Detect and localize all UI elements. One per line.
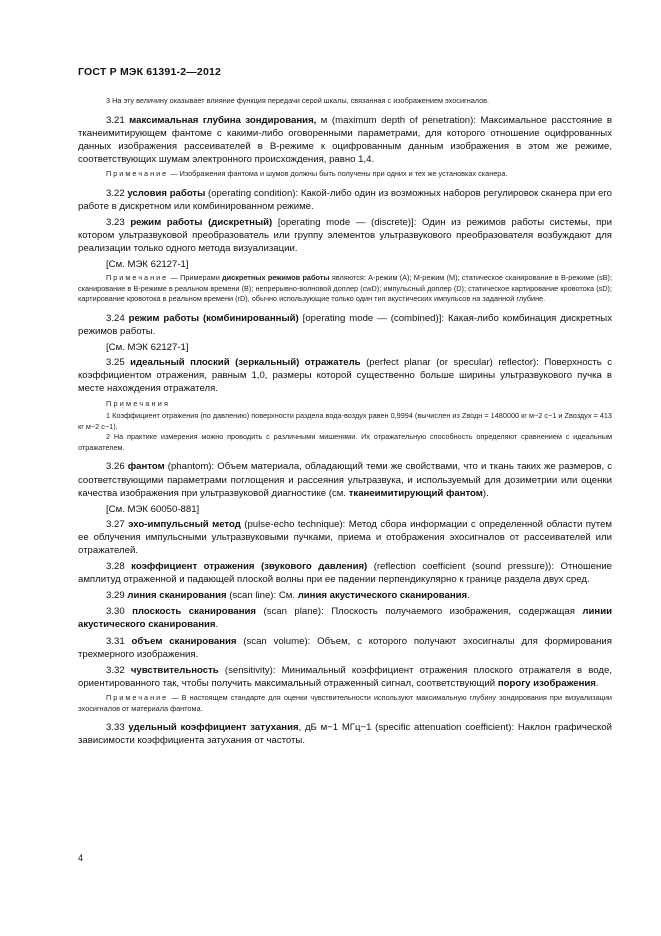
term-bold: идеальный плоский (зеркальный) отражатель bbox=[130, 357, 361, 369]
note-paragraph bbox=[78, 411, 612, 432]
text-run: . bbox=[215, 619, 219, 631]
note-paragraph bbox=[78, 169, 612, 180]
term-definition bbox=[78, 187, 612, 213]
term-bold: чувствительность bbox=[130, 664, 219, 676]
note-paragraph bbox=[78, 432, 612, 453]
text-run: 3.23 bbox=[106, 216, 131, 228]
text-run: — В настоящем стандарте для оценки чувствительности используют максимальную глубину зондирования при визуализации эхосигналов от материала фантома. bbox=[78, 692, 612, 713]
text-run: 2 На практике измерения можно проводить с различными мишенями. Их отражательную способность определяют сравнением с идеальным отражателем. bbox=[78, 432, 612, 452]
term-definition bbox=[78, 356, 612, 395]
text-run: 3 На эту величину оказывает влияние функция передачи серой шкалы, связанная с изображением эхосигналов. bbox=[106, 96, 490, 105]
text-run: 3.31 bbox=[106, 635, 132, 647]
term-definition bbox=[78, 605, 612, 631]
note-paragraph bbox=[78, 273, 612, 305]
term-definition bbox=[78, 635, 612, 661]
text-run: 3.22 bbox=[106, 187, 128, 199]
term-bold: линия сканирования bbox=[127, 590, 227, 602]
text-run: 3.27 bbox=[106, 518, 129, 530]
term-definition bbox=[78, 114, 612, 166]
note-paragraph bbox=[78, 96, 612, 107]
note-label: Примечание bbox=[106, 168, 169, 178]
text-run: [См. МЭК 62127-1] bbox=[106, 259, 189, 271]
term-definition bbox=[78, 560, 612, 586]
note-label: Примечание bbox=[106, 273, 169, 283]
term-definition bbox=[78, 664, 612, 690]
text-run: (sensitivity): Минимальный коэффициент отражения плоского отражателя в воде, ориентированного так, чтобы получить максимальный отраженный сигнал, соответствующий bbox=[78, 664, 612, 689]
term-definition bbox=[78, 312, 612, 338]
text-run: 1 Коэффициент отражения (по давлению) поверхности раздела вода-воздух равен 0,9994 (вычислен из Zводн = 1480000 кг м−2 с−1 и Zвоздух = 413 кг м−2 с−1). bbox=[78, 411, 612, 431]
term-bold: максимальная глубина зондирования, bbox=[129, 114, 317, 126]
term-definition bbox=[78, 518, 612, 557]
text-run: [operating mode — (discrete)]: Один из режимов работы системы, при котором ультразвуковой преобразователь или группу элементов ультразвукового преобразователя возбуждают для реализации только одного метода визуализации. bbox=[78, 216, 612, 254]
notes-heading bbox=[78, 399, 612, 410]
page-number: 4 bbox=[78, 853, 84, 863]
text-run: (scan plane): Плоскость получаемого изображения, содержащая bbox=[256, 606, 583, 618]
term-bold: условия работы bbox=[127, 187, 206, 199]
term-bold: тканеимитирующий фантом bbox=[348, 487, 483, 499]
text-run: — Изображения фантома и шумов должны быть получены при одних и тех же установках сканера. bbox=[168, 168, 508, 178]
document-body bbox=[78, 96, 612, 750]
text-run: 3.29 bbox=[106, 590, 128, 602]
text-run: (perfect planar (or specular) reflector): Поверхность с коэффициентом отражения, равным 1,0, размеры которой существенно больше ширины ультразвукового пучка в месте нахождения отражателя. bbox=[78, 357, 613, 395]
reference-line bbox=[78, 503, 612, 516]
text-run: ). bbox=[482, 487, 489, 499]
text-run: м (maximum depth of penetration): Максимальное расстояние в тканеимитирующем фантоме с какими-либо оговоренными параметрами, для которого отношение оцифрованных данных изображения рассеивателей в В-режиме к оцифрованным данным изображения в этом же режиме, соответствующих шумам электронного происхождения, равно 1,4. bbox=[78, 114, 612, 165]
term-bold: удельный коэффициент затухания bbox=[128, 722, 299, 734]
term-definition bbox=[78, 460, 612, 499]
reference-line bbox=[78, 341, 612, 354]
text-run: 3.24 bbox=[106, 312, 129, 324]
text-run: (pulse-echo technique): Метод сбора информации с определенной области путем ее облучения импульсными ультразвуковыми пучками, приема и отображения эхосигналов от рассеивателей или отражателей. bbox=[78, 518, 613, 556]
term-bold: дискретных режимов работы bbox=[222, 273, 330, 283]
document-header: ГОСТ Р МЭК 61391-2—2012 bbox=[78, 66, 222, 78]
term-bold: объем сканирования bbox=[131, 635, 237, 647]
text-run: 3.33 bbox=[106, 722, 129, 734]
text-run: 3.30 bbox=[106, 606, 133, 618]
text-run: 3.32 bbox=[106, 664, 131, 676]
text-run: 3.26 bbox=[106, 461, 128, 473]
term-bold: линия акустического сканирования bbox=[297, 590, 468, 602]
term-bold: режим работы (дискретный) bbox=[130, 216, 273, 228]
term-bold: режим работы (комбинированный) bbox=[128, 312, 299, 324]
note-paragraph bbox=[78, 693, 612, 714]
term-bold: фантом bbox=[127, 461, 165, 473]
text-run: (scan line): См. bbox=[226, 590, 298, 602]
term-bold: эхо-импульсный метод bbox=[128, 518, 241, 530]
text-run: [operating mode — (combined)]: Какая-либо комбинация дискретных режимов работы. bbox=[78, 312, 612, 337]
text-run: — Примерами bbox=[168, 273, 223, 283]
text-run: (operating condition): Какой-либо один из возможных наборов регулировок сканера при его работе в дискретном или комбинированном режиме. bbox=[78, 187, 612, 212]
note-label: Примечание bbox=[106, 692, 169, 702]
text-run: (phantom): Объем материала, обладающий теми же свойствами, что и ткань таких же размеров, с соответствующими параметрами поглощения и рассеяния ультразвука, и используемый для дозиметрии или оценки качества изображения при ультразвуковой диагностике (см. bbox=[78, 461, 613, 499]
text-run: 3.25 bbox=[106, 357, 131, 369]
text-run: , дБ м−1 МГц−1 (specific attenuation coefficient): Наклон графической зависимости коэффициента затухания от частоты. bbox=[78, 722, 613, 747]
text-run: (scan volume): Объем, с которого получают эхосигналы для формирования трехмерного изображения. bbox=[78, 635, 612, 660]
term-definition bbox=[78, 589, 612, 602]
term-bold: линии акустического сканирования bbox=[78, 606, 612, 631]
text-run: Примечания bbox=[106, 399, 171, 409]
text-run: являются: А-режим (А); М-режим (М); статическое сканирование в В-режиме (sB); сканирование в В-режиме в реальном времени (В); непрерывно-волновой доплер (cwD); импульсный доплер (D); статическое картирование кровотока (sD); картирование кровотока в реальном времени (rD), обычно использующие только один тип акустических импульсов на заданной глубине. bbox=[78, 273, 612, 304]
text-run: (reflection coefficient (sound pressure)): Отношение амплитуд отраженной и падающей плоской волны при ее падении перпендикулярно к границе раздела двух сред. bbox=[78, 561, 613, 586]
text-run: 3.28 bbox=[106, 561, 132, 573]
term-definition bbox=[78, 721, 612, 747]
term-definition bbox=[78, 216, 612, 255]
text-run: [См. МЭК 62127-1] bbox=[106, 342, 189, 354]
term-bold: коэффициент отражения (звукового давления) bbox=[131, 561, 368, 573]
reference-line bbox=[78, 258, 612, 271]
text-run: [См. МЭК 60050-881] bbox=[106, 503, 200, 515]
text-run: 3.21 bbox=[106, 114, 130, 126]
text-run: . bbox=[467, 590, 470, 602]
text-run: . bbox=[595, 677, 599, 689]
term-bold: порогу изображения bbox=[497, 677, 596, 689]
term-bold: плоскость сканирования bbox=[132, 606, 257, 618]
